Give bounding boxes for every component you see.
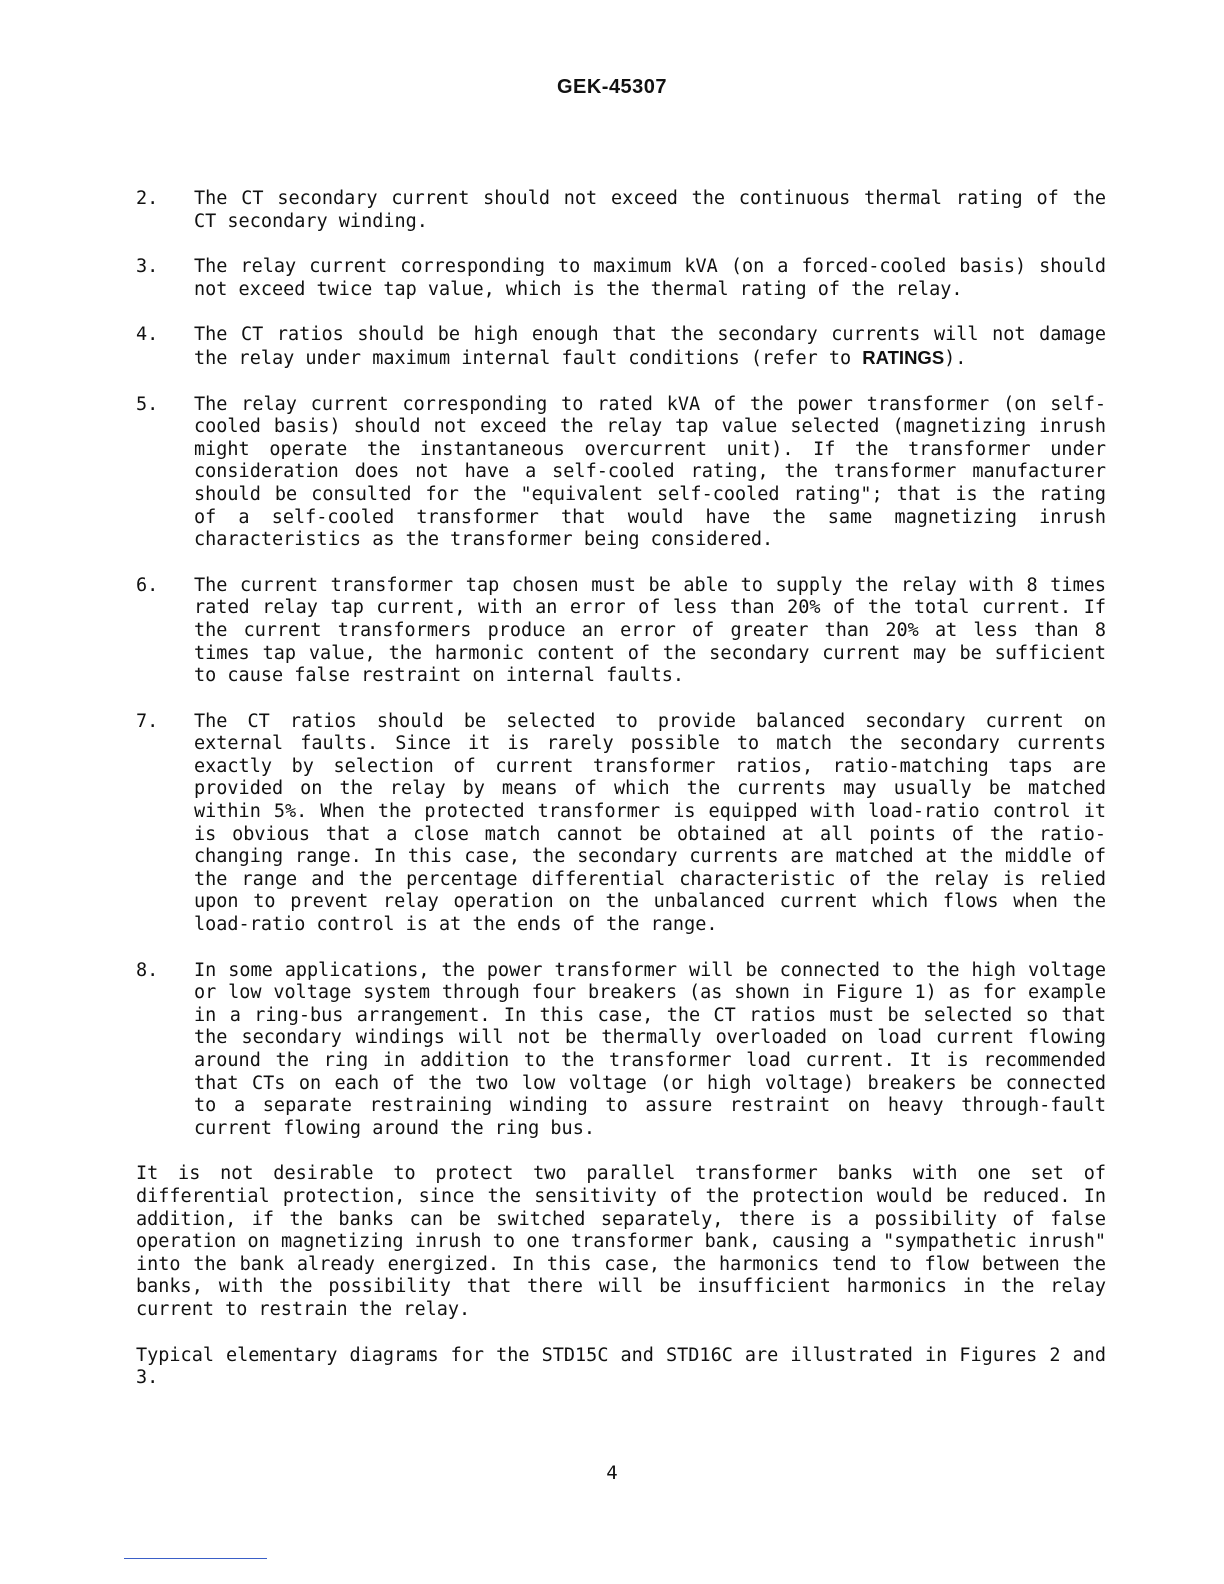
list-item (136, 188, 1106, 233)
footer-divider (124, 1558, 267, 1559)
list-item-text: The current transformer tap chosen must be able to supply the relay with 8 times rated relay tap current, with an error of less than 20% of the total current. If the current transformers produce an error of greater than 20% at less than 8 times tap value, the harmonic content of the secondary current may be sufficient to cause false restraint on internal faults. (194, 574, 1106, 687)
ratings-reference: RATINGS (862, 346, 945, 368)
list-item-number: 4. (136, 324, 159, 346)
list-item (136, 394, 1106, 552)
list-item-number: 6. (136, 574, 159, 596)
list-item-number: 7. (136, 710, 159, 732)
list-item (136, 960, 1106, 1141)
list-item (136, 324, 1106, 370)
list-item-text: In some applications, the power transformer will be connected to the high voltage or low voltage system through four breakers (as shown in Figure 1) as for example in a ring-bus arrangement. In this case, the CT ratios must be selected so that the secondary windings will not be thermally overloaded on load current flowing around the ring in addition to the transformer load current. It is recommended that CTs on each of the two low voltage (or high voltage) breakers be connected to a separate restraining winding to assure restraint on heavy through-fault current flowing around the ring bus. (194, 959, 1106, 1139)
page-number: 4 (606, 1462, 618, 1484)
body-paragraph: It is not desirable to protect two parallel transformer banks with one set of differential protection, since the sensitivity of the protection would be reduced. In addition, if the banks can be switched separately, there is a possibility of false operation on magnetizing inrush to one transformer bank, causing a "sympathetic inrush" into the bank already energized. In this case, the harmonics tend to flow between the banks, with the possibility that there will be insufficient harmonics in the relay current to restrain the relay. (136, 1163, 1106, 1320)
list-item-text-start: The CT ratios should be high enough that the secondary currents will not damage the relay under maximum internal fault conditions (refer to (194, 324, 1106, 369)
list-item-number: 8. (136, 959, 159, 981)
document-id-header: GEK-45307 (556, 76, 668, 98)
list-item-text: The relay current corresponding to maximum kVA (on a forced-cooled basis) should not exceed twice tap value, which is the thermal rating of the relay. (194, 256, 1106, 300)
list-item (136, 575, 1106, 688)
list-item (136, 711, 1106, 937)
main-content (136, 188, 1106, 1413)
list-item-text-end: ). (944, 347, 967, 369)
list-item (136, 256, 1106, 301)
body-paragraph: Typical elementary diagrams for the STD15C and STD16C are illustrated in Figures 2 and 3. (136, 1344, 1106, 1389)
list-item-text: The CT ratios should be selected to provide balanced secondary current on external faults. Since it is rarely possible to match the secondary currents exactly by selection of current transformer ratios, ratio-matching taps are provided on the relay by means of which the currents may usually be matched within 5%. When the protected transformer is equipped with load-ratio control it is obvious that a close match cannot be obtained at all points of the ratio-changing range. In this case, the secondary currents are matched at the middle of the range and the percentage differential characteristic of the relay is relied upon to prevent relay operation on the unbalanced current which flows when the load-ratio control is at the ends of the range. (194, 710, 1106, 936)
list-item-text (194, 324, 1106, 370)
list-item-number: 2. (136, 188, 159, 209)
list-item-number: 3. (136, 256, 159, 278)
list-item-number: 5. (136, 393, 159, 415)
list-item-text: The CT secondary current should not exceed the continuous thermal rating of the CT secondary winding. (194, 188, 1106, 232)
list-item-text: The relay current corresponding to rated kVA of the power transformer (on self-cooled basis) should not exceed the relay tap value selected (magnetizing inrush might operate the instantaneous overcurrent unit). If the transformer under consideration does not have a self-cooled rating, the transformer manufacturer should be consulted for the "equivalent self-cooled rating"; that is the rating of a self-cooled transformer that would have the same magnetizing inrush characteristics as the transformer being considered. (194, 393, 1106, 551)
